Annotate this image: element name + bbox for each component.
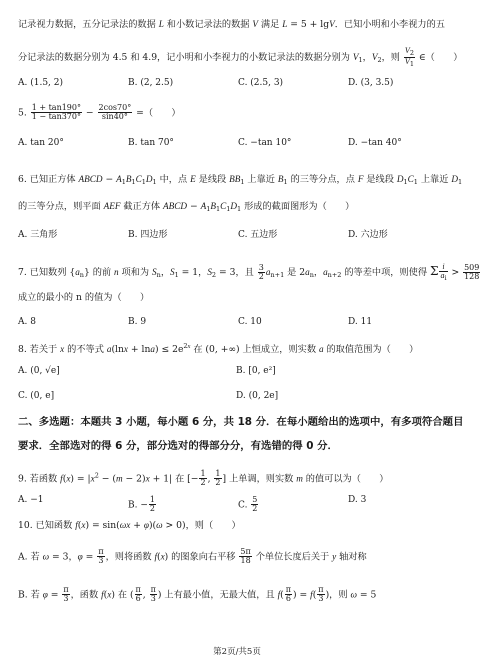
q5-expression: 5. $\frac{1 + \tan 190^\circ}{1 - \tan 370^\circ}$ − $\frac{2\cos 70^\circ}{\sin 40^\circ}$ =（ ） [18, 103, 181, 122]
q5-option-b: B. tan 70° [128, 138, 174, 148]
q5-option-c: C. −tan 10° [238, 138, 292, 148]
q9-line1: 9. 若函数 $f(x) = |x^2 - (m - 2)x + 1|$ 在 [− $\frac{1}{2}$ , $\frac{1}{2}$ ] 上单调，则实数 m 的值可以为（ ） [18, 469, 389, 488]
q7-option-c: C. 10 [238, 317, 262, 327]
q6-line2: 的三等分点，则平面 AEF 截正方体 ABCD − $A_1B_1C_1D_1$ 形成的截面图形为（ ） [18, 201, 355, 213]
q8-option-b: B. [0, e²] [236, 366, 276, 376]
q7-line2: 成立的最小的 n 的值为（ ） [18, 292, 150, 303]
q8-line1: 8. 若关于 x 的不等式 $a(\ln x + \ln a) \le 2e^{2x}$ 在 (0, +∞) 上恒成立，则实数 a 的取值范围为（ ） [18, 342, 419, 355]
q10-option-b: B. 若 φ = $\frac{\pi}{3}$ ，函数 f(x) 在 ( $\frac{\pi}{6}$ , $\frac{\pi}{3}$ ) 上有最小值，无最大值，且 f( $\frac{\pi}{6}$ ) = f( $\frac{\pi}{3}$ )，则 ω = 5 [18, 585, 377, 604]
q9-option-a: A. −1 [18, 495, 44, 505]
q4-option-d: D. (3, 3.5) [348, 78, 394, 88]
q7-option-a: A. 8 [18, 317, 36, 327]
q8-option-d: D. (0, 2e] [236, 391, 279, 401]
q6-option-a: A. 三角形 [18, 230, 58, 240]
section2-heading-line2: 要求．全部选对的得 6 分，部分选对的得部分分，有选错的得 0 分． [18, 440, 338, 452]
q9-option-c: C. $\frac{5}{2}$ [238, 495, 258, 514]
q6-option-b: B. 四边形 [128, 230, 168, 240]
q4-option-b: B. (2, 2.5) [128, 78, 174, 88]
q4-option-a: A. (1.5, 2) [18, 78, 64, 88]
q10-option-a: A. 若 ω = 3，φ = $\frac{\pi}{3}$ ，则将函数 f(x) 的图象向右平移 $\frac{5\pi}{18}$ 个单位长度后关于 y 轴对称 [18, 547, 367, 566]
q10-line1: 10. 已知函数 f(x) = sin(ωx + φ)(ω > 0)，则（ ） [18, 520, 241, 531]
page-footer: 第2页/共5页 [213, 647, 261, 657]
q9-option-b: B. − $\frac{1}{2}$ [128, 495, 155, 514]
section2-heading-line1: 二、多选题：本题共 3 小题，每小题 6 分，共 18 分．在每小题给出的选项中，有多项符合题目 [18, 416, 464, 428]
q9-option-d: D. 3 [348, 495, 367, 505]
q6-line1: 6. 已知正方体 ABCD − $A_1B_1C_1D_1$ 中，点 E 是线段 $BB_1$ 上靠近 $B_1$ 的三等分点，点 F 是线段 $D_1C_1$ 上靠近 $D_1$ [18, 174, 463, 186]
q4-line1: 记录视力数据，五分记录法的数据 L 和小数记录法的数据 V 满足 L = 5 + lgV．已知小明和小李视力的五 [18, 19, 445, 30]
q5-option-d: D. −tan 40° [348, 138, 402, 148]
q8-option-a: A. (0, √e] [18, 366, 60, 376]
q4-option-c: C. (2.5, 3) [238, 78, 284, 88]
q5-option-a: A. tan 20° [18, 138, 64, 148]
q6-option-c: C. 五边形 [238, 230, 278, 240]
q6-option-d: D. 六边形 [348, 230, 388, 240]
q4-line2: 分记录法的数据分别为 4.5 和 4.9，记小明和小李视力的小数记录法的数据分别为 $V_1$，$V_2$，则 $\frac{V_2}{V_1}$ ∈（ ） [18, 46, 463, 68]
q7-option-d: D. 11 [348, 317, 373, 327]
q8-option-c: C. (0, e] [18, 391, 55, 401]
q7-line1: 7. 已知数列 $\{a_n\}$ 的前 n 项和为 $S_n$，$S_1 = 1$，$S_2 = 3$，且 $\frac{3}{2}$ $a_{n+1}$ 是 $2a_n$，$a_{n+2}$ 的等差中项，则使得 Σ $\frac{i}{a_i}$ > $\frac{509}{128}$ [18, 262, 480, 283]
q7-option-b: B. 9 [128, 317, 147, 327]
